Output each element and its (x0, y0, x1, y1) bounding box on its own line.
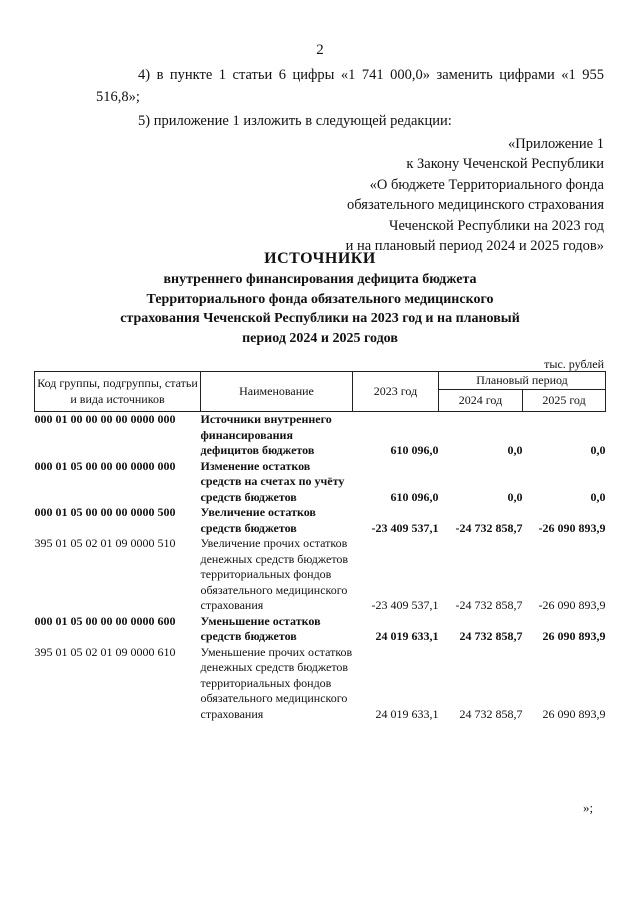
row-code: 000 01 05 00 00 00 0000 600 (34, 613, 176, 628)
row-2024: 24 732 858,7 (459, 629, 523, 643)
row-2024: -24 732 858,7 (455, 598, 523, 612)
header-code: Код группы, подгруппы, статьи и вида источников (35, 372, 201, 412)
heading-title: ИСТОЧНИКИ (264, 250, 376, 267)
closing-quote-mark: »; (583, 800, 594, 815)
appendix-line: Чеченской Республики на 2023 год (389, 217, 604, 234)
row-name: Увеличение прочих остатков денежных средств бюджетов территориальных фондов обязательного медицинского страхования (200, 536, 349, 612)
table-row (35, 459, 606, 506)
row-2023: 24 019 633,1 (375, 706, 439, 721)
row-2023: -23 409 537,1 (371, 520, 439, 535)
row-name: Уменьшение остатков средств бюджетов (200, 613, 321, 643)
document-heading (0, 248, 640, 348)
heading-subtitle-line: страхования Чеченской Республики на 2023 год и на плановый (120, 311, 520, 326)
row-2024: 24 732 858,7 (459, 706, 523, 721)
appendix-line: «О бюджете Территориального фонда (369, 176, 604, 193)
row-2024: 0,0 (507, 443, 523, 457)
row-2025: -26 090 893,9 (538, 520, 606, 535)
unit-label: тыс. рублей (544, 357, 604, 371)
heading-subtitle-line: Территориального фонда обязательного медицинского (146, 291, 494, 307)
appendix-line: и на плановый период 2024 и 2025 годов» (345, 238, 604, 255)
table-row (35, 614, 606, 645)
paragraph-item-5: 5) приложение 1 изложить в следующей редакции: (138, 113, 452, 129)
row-code: 395 01 05 02 01 09 0000 610 (34, 644, 176, 659)
table-row (35, 412, 606, 459)
sources-table (34, 371, 606, 722)
row-code: 000 01 05 00 00 00 0000 500 (34, 505, 176, 519)
row-2025: -26 090 893,9 (538, 598, 606, 612)
row-2024: 0,0 (507, 489, 523, 504)
heading-subtitle-line: внутреннего финансирования дефицита бюджета (163, 272, 477, 287)
header-2025: 2025 год (523, 390, 606, 412)
row-name: Уменьшение прочих остатков денежных средств бюджетов территориальных фондов обязательного медицинского страхования (200, 644, 353, 721)
row-2024: -24 732 858,7 (455, 520, 523, 535)
row-2025: 26 090 893,9 (542, 629, 606, 643)
row-name: Источники внутреннего финансирования дефицитов бюджетов (200, 412, 332, 457)
table-row (35, 645, 606, 723)
page-number: 2 (316, 42, 324, 58)
row-2023: -23 409 537,1 (371, 598, 439, 612)
row-2025: 26 090 893,9 (542, 706, 606, 721)
row-code: 000 01 00 00 00 00 0000 000 (34, 412, 176, 426)
table-row (35, 536, 606, 614)
row-name: Изменение остатков средств на счетах по учёту средств бюджетов (200, 458, 345, 504)
heading-subtitle-line: период 2024 и 2025 годов (242, 330, 398, 346)
appendix-line: к Закону Чеченской Республики (406, 156, 604, 173)
appendix-line: «Приложение 1 (508, 136, 604, 152)
row-code: 000 01 05 00 00 00 0000 000 (34, 458, 176, 473)
row-2023: 610 096,0 (390, 489, 439, 504)
row-2023: 24 019 633,1 (375, 629, 439, 643)
header-planned-period: Плановый период (439, 372, 606, 390)
row-2023: 610 096,0 (390, 443, 439, 457)
paragraph-item-4: 4) в пункте 1 статьи 6 цифры «1 741 000,0» заменить цифрами «1 955 516,8»; (96, 67, 604, 105)
header-2024: 2024 год (439, 390, 523, 412)
header-name: Наименование (201, 372, 353, 412)
appendix-line: обязательного медицинского страхования (347, 197, 604, 214)
appendix-reference (304, 134, 604, 256)
table-row (35, 505, 606, 536)
header-2023: 2023 год (353, 372, 439, 412)
row-code: 395 01 05 02 01 09 0000 510 (34, 536, 176, 550)
row-2025: 0,0 (590, 443, 606, 457)
row-2025: 0,0 (590, 489, 606, 504)
row-name: Увеличение остатков средств бюджетов (200, 505, 316, 535)
